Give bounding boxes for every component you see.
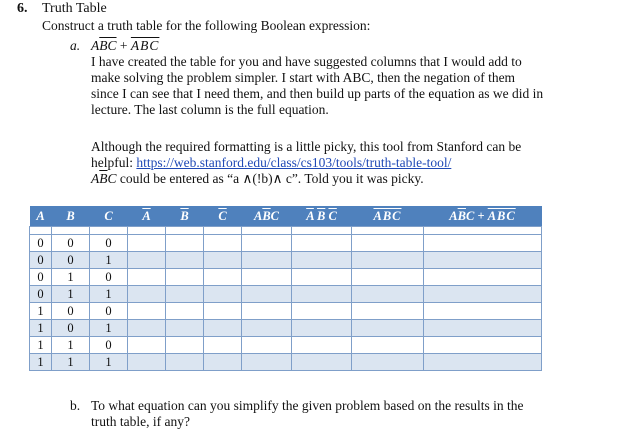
section-number: 6.	[17, 1, 28, 16]
section-title: Truth Table	[42, 1, 107, 16]
header-c: C	[90, 206, 128, 227]
part-a-paragraph-1: I have created the table for you and have suggested columns that I would add to make solving the problem simpler. I start with ABC, then the negation of them since I can see that I need them, and then build up parts of the equation as we did in lecture. The last column is the full equation.	[91, 54, 544, 117]
part-b-label: b.	[70, 398, 81, 413]
table-row: 1 1 1	[30, 354, 542, 371]
header-b: B	[52, 206, 90, 227]
stanford-tool-link[interactable]: https://web.stanford.edu/class/cs103/tools/truth-table-tool/	[136, 155, 452, 170]
table-row: 1 1 0	[30, 337, 542, 354]
table-header-row	[30, 206, 542, 227]
table-row: 0 0 0	[30, 235, 542, 252]
table-row: 1 0 0	[30, 303, 542, 320]
instruction-text: Construct a truth table for the following Boolean expression:	[42, 18, 371, 33]
part-a-expression: $A\overline{BC} + \overline{ABC}$	[91, 38, 160, 53]
header-a: A	[30, 206, 52, 227]
table-row: 0 0 1	[30, 252, 542, 269]
table-row: 1 0 1	[30, 320, 542, 337]
header-nota-notb-notc: $\overline{A}$ $\overline{B}$ $\overline{C}$	[292, 206, 352, 227]
part-a-label: a.	[70, 38, 81, 53]
part-a-paragraph-2: Although the required formatting is a little picky, this tool from Stanford can be helpful: https://web.stanford.edu/class/cs103/tools/truth-table-tool/ $A\overline{B}C$ could be entered as “a ∧(!b)∧ c”. Told you it was picky.	[91, 139, 522, 186]
header-not-b: $\overline{B}$	[166, 206, 204, 227]
table-row: 0 1 0	[30, 269, 542, 286]
truth-table	[29, 206, 542, 371]
header-not-a: $\overline{A}$	[128, 206, 166, 227]
header-a-notb-c: $A\overline{B}C$	[242, 206, 292, 227]
header-full-equation: $A\overline{B}C + \overline{ABC}$	[424, 206, 542, 227]
table-row: 0 1 1	[30, 286, 542, 303]
header-not-abc: $\overline{ABC}$	[352, 206, 424, 227]
part-b-question: To what equation can you simplify the given problem based on the results in the truth table, if any?	[91, 398, 524, 429]
header-not-c: $\overline{C}$	[204, 206, 242, 227]
